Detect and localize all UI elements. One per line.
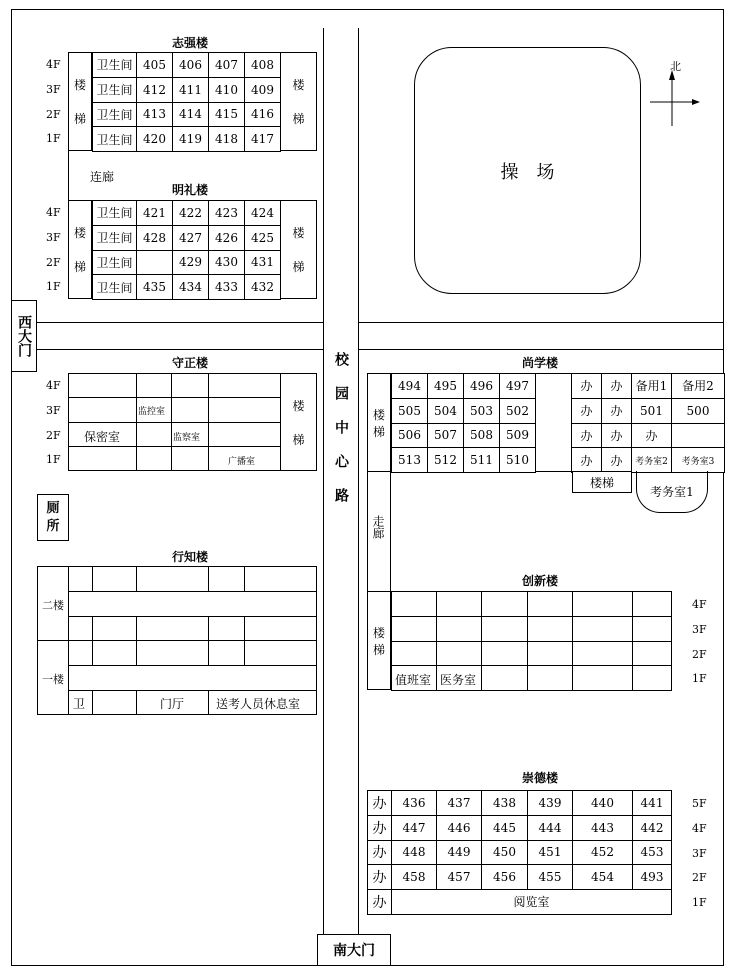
office: 办 — [367, 864, 392, 890]
room — [632, 616, 672, 642]
floor-label: 1F — [46, 132, 61, 146]
chuangxin-stair: 楼 梯 — [367, 591, 391, 690]
restroom: 卫生间 — [92, 250, 137, 276]
classroom: 439 — [527, 790, 573, 816]
floor-label: 3F — [46, 230, 61, 244]
restroom: 卫生间 — [92, 274, 137, 300]
classroom: 407 — [208, 52, 245, 78]
floor-label: 3F — [692, 622, 707, 636]
classroom: 503 — [463, 398, 500, 424]
classroom: 433 — [208, 274, 245, 300]
classroom: 508 — [463, 423, 500, 449]
toilet: 厕所 — [37, 494, 69, 541]
classroom: 414 — [172, 102, 209, 128]
classroom: 415 — [208, 102, 245, 128]
security-room: 保密室 — [84, 430, 121, 444]
classroom: 511 — [463, 447, 500, 473]
classroom: 432 — [244, 274, 281, 300]
classroom: 446 — [436, 815, 482, 841]
classroom: 454 — [572, 864, 633, 890]
road-line — [358, 349, 724, 350]
grid-line — [92, 640, 93, 665]
floor2-label: 二楼 — [42, 599, 64, 612]
floor-label: 2F — [692, 871, 707, 885]
floor-label: 4F — [692, 598, 707, 611]
grid-line — [68, 397, 280, 398]
spare-room: 备用1 — [631, 373, 672, 399]
playground: 操 场 — [414, 47, 641, 294]
room — [572, 641, 633, 667]
room — [572, 591, 633, 617]
room — [391, 641, 437, 667]
classroom: 431 — [244, 250, 281, 276]
classroom: 493 — [632, 864, 672, 890]
classroom: 417 — [244, 126, 281, 152]
exam-room-1: 考务室1 — [636, 471, 708, 513]
grid-line — [136, 566, 137, 591]
classroom: 409 — [244, 77, 281, 103]
office: 办 — [367, 840, 392, 866]
classroom: 443 — [572, 815, 633, 841]
classroom: 445 — [481, 815, 528, 841]
mingli-stair-left: 楼 梯 — [68, 200, 92, 299]
classroom: 406 — [172, 52, 209, 78]
classroom: 505 — [391, 398, 428, 424]
road-line — [358, 28, 359, 940]
classroom: 494 — [391, 373, 428, 399]
classroom: 437 — [436, 790, 482, 816]
grid-line — [208, 640, 209, 665]
south-gate: 南大门 — [317, 934, 391, 966]
grid-line — [68, 591, 317, 592]
room — [632, 641, 672, 667]
shangxue-stairs-box: 楼梯 — [572, 471, 632, 493]
room — [481, 665, 528, 691]
mingli-title: 明礼楼 — [172, 183, 209, 197]
classroom: 410 — [208, 77, 245, 103]
restroom: 卫生间 — [92, 102, 137, 128]
shangxue-stair: 楼 梯 — [367, 373, 391, 472]
classroom: 455 — [527, 864, 573, 890]
floor-label: 1F — [692, 896, 707, 909]
floor-label: 3F — [46, 403, 61, 417]
grid-line — [208, 566, 209, 591]
office: 办 — [601, 423, 632, 449]
xingzhi-title: 行知楼 — [172, 550, 209, 564]
floor-label: 3F — [46, 82, 61, 96]
classroom: 438 — [481, 790, 528, 816]
floor-label: 1F — [692, 672, 707, 686]
classroom: 502 — [499, 398, 536, 424]
classroom: 496 — [463, 373, 500, 399]
shangxue-title: 尚学楼 — [522, 356, 559, 370]
entrance-hall: 门厅 — [160, 697, 185, 711]
grid-line — [68, 616, 317, 617]
guard-room: 卫 — [73, 697, 86, 711]
duty-room: 值班室 — [395, 673, 432, 687]
floor-label: 2F — [46, 255, 61, 269]
empty-room — [671, 423, 725, 449]
office: 办 — [601, 373, 632, 399]
grid-line — [68, 665, 317, 666]
classroom: 418 — [208, 126, 245, 152]
room — [527, 591, 573, 617]
room — [391, 616, 437, 642]
room — [527, 616, 573, 642]
room — [436, 616, 482, 642]
classroom: 501 — [631, 398, 672, 424]
reading-room: 阅览室 — [391, 889, 672, 915]
road-line — [358, 322, 724, 323]
floor1-label: 一楼 — [42, 673, 64, 686]
grid-line — [68, 422, 280, 423]
classroom: 497 — [499, 373, 536, 399]
zhiqiang-stair-left: 楼 梯 — [68, 52, 92, 151]
room — [436, 641, 482, 667]
classroom: 451 — [527, 840, 573, 866]
classroom: 425 — [244, 225, 281, 251]
classroom: 507 — [427, 423, 464, 449]
classroom: 442 — [632, 815, 672, 841]
classroom: 512 — [427, 447, 464, 473]
office: 办 — [571, 373, 602, 399]
classroom: 412 — [136, 77, 173, 103]
grid-line — [208, 690, 209, 715]
north-arrow — [648, 58, 700, 128]
classroom: 413 — [136, 102, 173, 128]
monitor-room: 监控室 — [138, 407, 166, 417]
classroom: 435 — [136, 274, 173, 300]
classroom: 440 — [572, 790, 633, 816]
classroom: 426 — [208, 225, 245, 251]
classroom: 509 — [499, 423, 536, 449]
classroom: 424 — [244, 200, 281, 226]
classroom: 405 — [136, 52, 173, 78]
west-gate: 西大门 — [11, 300, 37, 372]
room — [481, 591, 528, 617]
classroom: 436 — [391, 790, 437, 816]
grid-line — [92, 616, 93, 640]
office: 办 — [367, 889, 392, 915]
room — [436, 591, 482, 617]
office: 办 — [571, 398, 602, 424]
classroom: 504 — [427, 398, 464, 424]
classroom: 429 — [172, 250, 209, 276]
classroom: 421 — [136, 200, 173, 226]
restroom: 卫生间 — [92, 77, 137, 103]
north-label: 北 — [670, 60, 681, 73]
floor-label: 2F — [692, 647, 707, 661]
road-line — [323, 28, 324, 940]
classroom: 506 — [391, 423, 428, 449]
classroom: 452 — [572, 840, 633, 866]
classroom: 434 — [172, 274, 209, 300]
classroom: 408 — [244, 52, 281, 78]
grid-line — [244, 640, 245, 665]
room — [632, 591, 672, 617]
grid-line — [68, 690, 317, 691]
classroom: 510 — [499, 447, 536, 473]
exam-room-3: 考务室3 — [671, 447, 725, 473]
floor-label: 4F — [46, 58, 61, 71]
zhiqiang-stair-right: 楼 梯 — [280, 52, 317, 151]
corridor-link-label: 连廊 — [90, 170, 115, 184]
classroom: 428 — [136, 225, 173, 251]
floor-label: 1F — [46, 453, 61, 467]
office: 办 — [571, 423, 602, 449]
room — [572, 665, 633, 691]
classroom: 430 — [208, 250, 245, 276]
restroom: 卫生间 — [92, 225, 137, 251]
classroom: 416 — [244, 102, 281, 128]
grid-line — [92, 690, 93, 715]
floor-label: 2F — [46, 428, 61, 442]
office: 办 — [631, 423, 672, 449]
floor-label: 2F — [46, 107, 61, 121]
inspection-room: 监察室 — [173, 433, 201, 443]
room — [391, 591, 437, 617]
shouzheng-title: 守正楼 — [172, 356, 209, 370]
classroom: 458 — [391, 864, 437, 890]
floor-label: 5F — [692, 797, 707, 810]
room — [527, 665, 573, 691]
broadcast-room: 广播室 — [228, 457, 256, 467]
chuangxin-title: 创新楼 — [522, 574, 559, 588]
restroom: 卫生间 — [92, 200, 137, 226]
classroom: 456 — [481, 864, 528, 890]
main-road-label: 校园中心路 — [333, 352, 349, 522]
classroom: 449 — [436, 840, 482, 866]
classroom: 513 — [391, 447, 428, 473]
chongde-title: 崇德楼 — [522, 771, 559, 785]
classroom — [136, 250, 173, 276]
classroom: 448 — [391, 840, 437, 866]
spare-room: 备用2 — [671, 373, 725, 399]
classroom: 453 — [632, 840, 672, 866]
grid-line — [136, 640, 137, 665]
office: 办 — [367, 790, 392, 816]
grid-line — [136, 616, 137, 640]
classroom: 450 — [481, 840, 528, 866]
classroom: 423 — [208, 200, 245, 226]
shouzheng-stair-right: 楼 梯 — [280, 373, 317, 471]
classroom: 441 — [632, 790, 672, 816]
classroom: 411 — [172, 77, 209, 103]
grid-line — [244, 616, 245, 640]
grid-line — [136, 690, 137, 715]
grid-line — [136, 373, 137, 471]
classroom: 457 — [436, 864, 482, 890]
grid-line — [92, 566, 93, 591]
classroom: 420 — [136, 126, 173, 152]
floor-label: 4F — [46, 206, 61, 219]
classroom: 427 — [172, 225, 209, 251]
floor-label: 3F — [692, 846, 707, 860]
waiting-room: 送考人员休息室 — [216, 697, 301, 711]
classroom: 447 — [391, 815, 437, 841]
office: 办 — [601, 447, 632, 473]
grid-line — [37, 640, 317, 641]
classroom: 444 — [527, 815, 573, 841]
medical-room: 医务室 — [440, 673, 477, 687]
grid-line — [68, 446, 280, 447]
restroom: 卫生间 — [92, 52, 137, 78]
road-line — [11, 322, 323, 323]
office: 办 — [367, 815, 392, 841]
classroom: 495 — [427, 373, 464, 399]
floor-label: 4F — [692, 821, 707, 835]
room — [572, 616, 633, 642]
floor-label: 1F — [46, 280, 61, 294]
exam-room-2: 考务室2 — [631, 447, 672, 473]
grid-line — [244, 566, 245, 591]
grid-line — [208, 373, 209, 471]
office: 办 — [571, 447, 602, 473]
road-line — [11, 349, 323, 350]
classroom: 419 — [172, 126, 209, 152]
room — [481, 616, 528, 642]
room — [481, 641, 528, 667]
room — [527, 641, 573, 667]
restroom: 卫生间 — [92, 126, 137, 152]
room — [632, 665, 672, 691]
classroom: 422 — [172, 200, 209, 226]
zhiqiang-title: 志强楼 — [172, 36, 209, 50]
grid-line — [171, 373, 172, 471]
mingli-stair-right: 楼 梯 — [280, 200, 317, 299]
walkway-label: 走廊 — [371, 515, 385, 539]
office: 办 — [601, 398, 632, 424]
grid-line — [208, 616, 209, 640]
floor-label: 4F — [46, 379, 61, 392]
classroom: 500 — [671, 398, 725, 424]
